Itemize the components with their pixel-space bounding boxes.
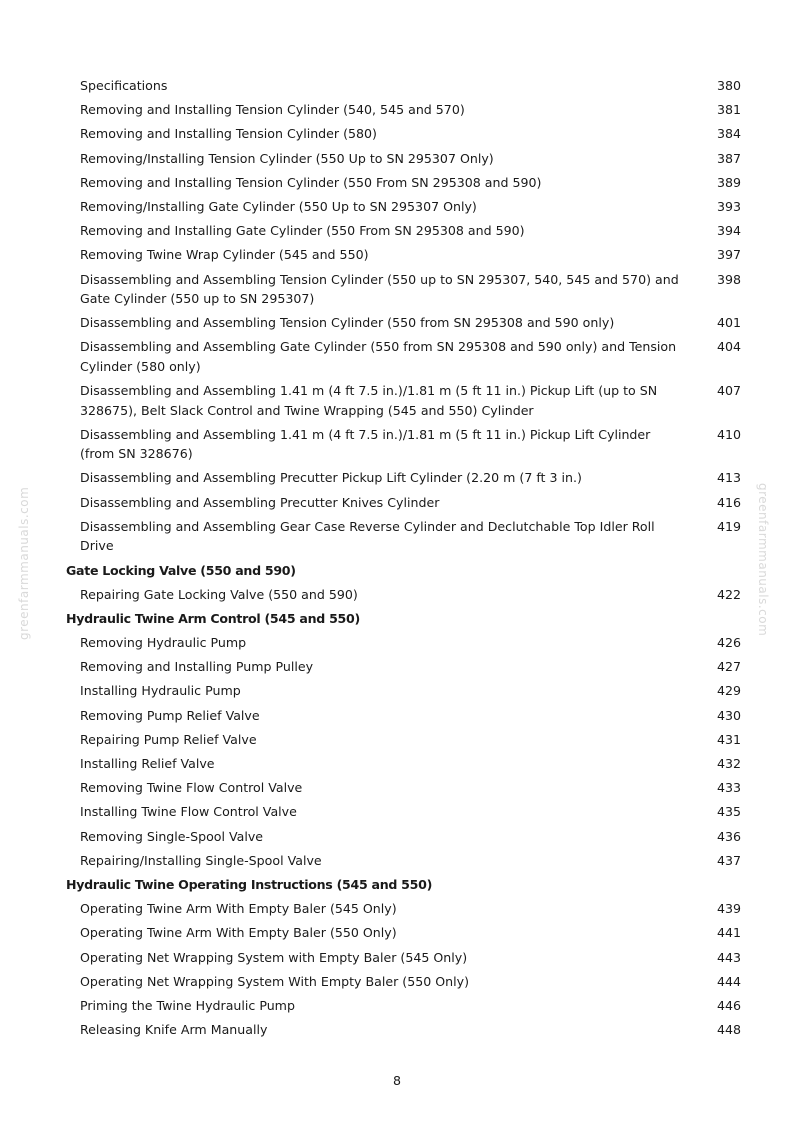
toc-entry-title: Operating Net Wrapping System With Empty Baler (550 Only): [80, 973, 469, 989]
toc-entry-page: 430: [716, 707, 741, 723]
page-number: 8: [392, 1073, 401, 1088]
toc-entry[interactable]: [66, 996, 746, 1016]
toc-entry-page: 384: [716, 126, 741, 142]
toc-entry-title: Installing Relief Valve: [80, 756, 215, 771]
toc-entry-title: Removing and Installing Pump Pulley: [80, 659, 314, 675]
toc-entry[interactable]: [66, 633, 746, 653]
toc-entry-title: Disassembling and Assembling Gate Cylinder (550 from SN 295308 and 590 only) and Tension Cylinder (580 only): [80, 339, 677, 374]
toc-entry-page: 441: [716, 925, 741, 941]
toc-entry-page: 443: [716, 949, 741, 965]
section-heading: Gate Locking Valve (550 and 590): [66, 562, 296, 578]
toc-entry-title: Removing Single-Spool Valve: [80, 828, 264, 844]
toc-entry-page: 437: [716, 852, 741, 868]
toc-entry-page: 448: [716, 1022, 741, 1038]
toc-entry-title: Removing/Installing Gate Cylinder (550 Up to SN 295307 Only): [80, 198, 477, 214]
toc-entry[interactable]: [66, 337, 746, 376]
toc-entry[interactable]: [66, 149, 746, 169]
toc-entry-title: Repairing Gate Locking Valve (550 and 590): [80, 586, 358, 602]
toc-entry[interactable]: [66, 468, 746, 488]
toc-entry[interactable]: [66, 657, 746, 677]
toc-entry[interactable]: [66, 425, 746, 464]
toc-entry[interactable]: [66, 381, 746, 420]
toc-entry[interactable]: [66, 923, 746, 943]
toc-entry[interactable]: [66, 778, 746, 798]
toc-entry-title: Repairing/Installing Single-Spool Valve: [80, 852, 322, 868]
toc-entry-title: Removing and Installing Tension Cylinder (580): [80, 126, 377, 142]
toc-entry-page: 446: [716, 997, 741, 1013]
toc-entry-title: Removing Twine Flow Control Valve: [80, 780, 303, 796]
toc-entry-page: 433: [716, 780, 741, 796]
toc-entry[interactable]: [66, 270, 746, 309]
toc-entry-title: Removing Pump Relief Valve: [80, 707, 260, 723]
toc-entry-page: 397: [716, 247, 741, 263]
table-of-contents: [66, 76, 746, 1044]
toc-entry[interactable]: [66, 313, 746, 333]
toc-entry-page: 426: [716, 635, 741, 651]
toc-entry-title: Removing and Installing Tension Cylinder (540, 545 and 570): [80, 102, 465, 118]
toc-entry[interactable]: [66, 851, 746, 871]
toc-entry-page: 398: [716, 271, 741, 287]
toc-entry[interactable]: [66, 124, 746, 144]
toc-entry-title: Operating Net Wrapping System with Empty Baler (545 Only): [80, 949, 468, 965]
toc-entry-title: Disassembling and Assembling 1.41 m (4 ft 7.5 in.)/1.81 m (5 ft 11 in.) Pickup Lift Cylinder (from SN 328676): [80, 426, 651, 462]
toc-entry-title: Specifications: [80, 78, 168, 93]
toc-entry-title: Installing Twine Flow Control Valve: [80, 804, 297, 820]
toc-entry[interactable]: [66, 221, 746, 241]
toc-entry-title: Removing and Installing Gate Cylinder (550 From SN 295308 and 590): [80, 223, 525, 239]
toc-entry-page: 416: [716, 494, 741, 510]
toc-entry-title: Disassembling and Assembling 1.41 m (4 ft 7.5 in.)/1.81 m (5 ft 11 in.) Pickup Lift (up to SN 328675), Belt Slack Control and Twine Wrapping (545 and 550) Cylinder: [80, 383, 658, 418]
toc-entry[interactable]: [66, 827, 746, 847]
toc-entry[interactable]: [66, 681, 746, 701]
toc-entry[interactable]: [66, 517, 746, 556]
toc-entry[interactable]: [66, 706, 746, 726]
toc-entry-title: Removing Hydraulic Pump: [80, 635, 247, 651]
toc-entry-title: Removing/Installing Tension Cylinder (550 Up to SN 295307 Only): [80, 150, 494, 166]
toc-entry-page: 427: [716, 659, 741, 675]
toc-entry-title: Disassembling and Assembling Gear Case Reverse Cylinder and Declutchable Top Idler Roll Drive: [80, 518, 655, 554]
toc-entry[interactable]: [66, 948, 746, 968]
toc-entry-title: Disassembling and Assembling Tension Cylinder (550 from SN 295308 and 590 only): [80, 315, 615, 331]
toc-entry[interactable]: [66, 899, 746, 919]
toc-entry[interactable]: [66, 802, 746, 822]
toc-entry-title: Removing and Installing Tension Cylinder (550 From SN 295308 and 590): [80, 174, 542, 190]
toc-entry[interactable]: [66, 245, 746, 265]
toc-entry[interactable]: [66, 1020, 746, 1040]
toc-entry-title: Removing Twine Wrap Cylinder (545 and 550): [80, 247, 369, 263]
toc-entry-page: 413: [716, 470, 741, 486]
toc-entry-page: 422: [716, 586, 741, 602]
toc-entry-title: Disassembling and Assembling Tension Cylinder (550 up to SN 295307, 540, 545 and 570) and Gate Cylinder (550 up to SN 295307): [80, 271, 679, 306]
toc-entry-title: Disassembling and Assembling Precutter Pickup Lift Cylinder (2.20 m (7 ft 3 in.): [80, 470, 582, 486]
toc-entry[interactable]: [66, 754, 746, 774]
toc-entry-page: 432: [716, 756, 741, 771]
toc-entry-page: 404: [716, 339, 741, 355]
toc-entry-page: 436: [716, 828, 741, 844]
toc-entry-page: 439: [716, 901, 741, 917]
toc-entry[interactable]: [66, 100, 746, 120]
toc-entry-page: 435: [716, 804, 741, 820]
toc-entry[interactable]: [66, 972, 746, 992]
section-heading: Hydraulic Twine Arm Control (545 and 550): [66, 610, 360, 626]
toc-entry-title: Repairing Pump Relief Valve: [80, 731, 257, 747]
toc-entry-page: 407: [716, 383, 741, 399]
toc-entry-page: 380: [716, 78, 741, 93]
watermark-right: greenfarmmanuals.com: [756, 483, 770, 637]
toc-entry-page: 394: [716, 223, 741, 239]
toc-entry-page: 381: [716, 102, 741, 118]
toc-entry[interactable]: [66, 493, 746, 513]
toc-entry-page: 393: [716, 198, 741, 214]
toc-entry-page: 429: [716, 683, 741, 699]
toc-entry-page: 389: [716, 174, 741, 190]
toc-entry-title: Operating Twine Arm With Empty Baler (550 Only): [80, 925, 397, 941]
toc-entry[interactable]: [66, 173, 746, 193]
toc-entry-title: Installing Hydraulic Pump: [80, 683, 241, 699]
section-heading: Hydraulic Twine Operating Instructions (545 and 550): [66, 876, 433, 892]
toc-entry-page: 401: [716, 315, 741, 331]
toc-entry-page: 419: [716, 518, 741, 534]
toc-entry-title: Disassembling and Assembling Precutter Knives Cylinder: [80, 494, 440, 510]
toc-entry[interactable]: [66, 197, 746, 217]
toc-entry[interactable]: [66, 76, 746, 96]
toc-entry[interactable]: [66, 730, 746, 750]
toc-entry-page: 431: [716, 731, 741, 747]
toc-entry-title: Operating Twine Arm With Empty Baler (545 Only): [80, 901, 397, 917]
toc-entry-page: 444: [716, 973, 741, 989]
toc-entry-title: Releasing Knife Arm Manually: [80, 1022, 268, 1038]
watermark-left: greenfarmmanuals.com: [17, 486, 31, 640]
toc-entry-page: 410: [716, 426, 741, 442]
toc-entry-page: 387: [716, 150, 741, 166]
toc-entry-title: Priming the Twine Hydraulic Pump: [80, 997, 295, 1013]
toc-entry[interactable]: [66, 585, 746, 605]
